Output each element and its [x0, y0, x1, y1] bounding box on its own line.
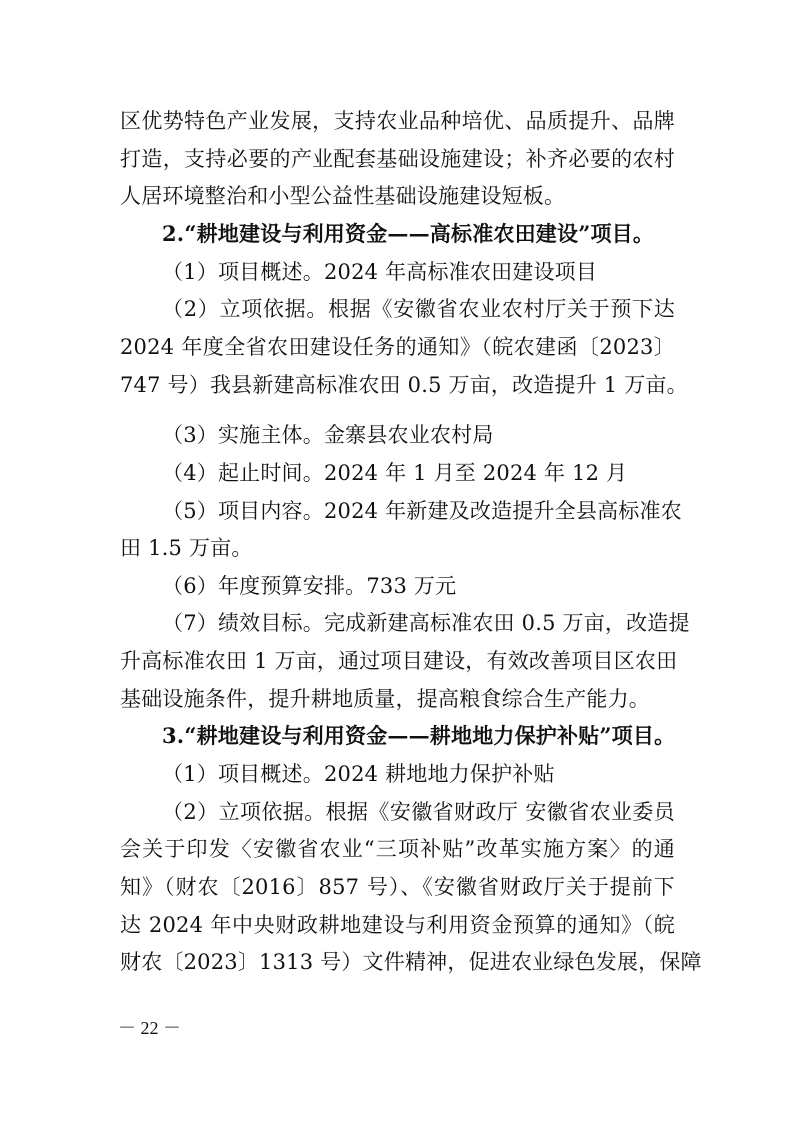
paragraph-line: （4）起止时间。2024 年 1 月至 2024 年 12 月 — [162, 461, 628, 485]
section-heading: 3.“耕地建设与利用资金——耕地地力保护补贴”项目。 — [162, 723, 676, 748]
paragraph-line: 会关于印发〈安徽省农业“三项补贴”改革实施方案〉的通 — [120, 837, 675, 861]
paragraph-line: 知》（财农〔2016〕857 号）、《安徽省财政厅关于提前下 — [120, 875, 675, 899]
paragraph-line: 达 2024 年中央财政耕地建设与利用资金预算的通知》（皖 — [120, 913, 675, 937]
paragraph-line: 打造，支持必要的产业配套基础设施建设；补齐必要的农村 — [120, 147, 675, 171]
paragraph-line: 升高标准农田 1 万亩，通过项目建设，有效改善项目区农田 — [120, 649, 678, 673]
paragraph-line: （2）立项依据。根据《安徽省财政厅 安徽省农业委员 — [162, 800, 675, 824]
paragraph-line: 2024 年度全省农田建设任务的通知》（皖农建函〔2023〕 — [120, 335, 675, 359]
paragraph-line: 区优势特色产业发展，支持农业品种培优、品质提升、品牌 — [120, 109, 675, 133]
paragraph-line: （6）年度预算安排。733 万元 — [162, 574, 457, 598]
paragraph-line: （1）项目概述。2024 年高标准农田建设项目 — [162, 260, 598, 284]
paragraph-line: 基础设施条件，提升耕地质量，提高粮食综合生产能力。 — [120, 687, 650, 711]
page-number: － 22 － — [118, 1018, 181, 1038]
paragraph-line: 人居环境整治和小型公益性基础设施建设短板。 — [120, 184, 566, 208]
paragraph-line: （1）项目概述。2024 耕地地力保护补贴 — [162, 762, 555, 786]
paragraph-line: 田 1.5 万亩。 — [120, 536, 253, 560]
section-heading: 2.“耕地建设与利用资金——高标准农田建设”项目。 — [162, 221, 655, 246]
paragraph-line: 747 号）我县新建高标准农田 0.5 万亩，改造提升 1 万亩。 — [120, 373, 688, 397]
paragraph-line: （2）立项依据。根据《安徽省农业农村厅关于预下达 — [162, 297, 675, 321]
paragraph-line: （7）绩效目标。完成新建高标准农田 0.5 万亩，改造提 — [162, 611, 690, 635]
paragraph-line: （3）实施主体。金寨县农业农村局 — [162, 423, 494, 447]
paragraph-line: （5）项目内容。2024 年新建及改造提升全县高标准农 — [162, 499, 682, 523]
paragraph-line: 财农〔2023〕1313 号）文件精神，促进农业绿色发展，保障 — [120, 950, 702, 974]
